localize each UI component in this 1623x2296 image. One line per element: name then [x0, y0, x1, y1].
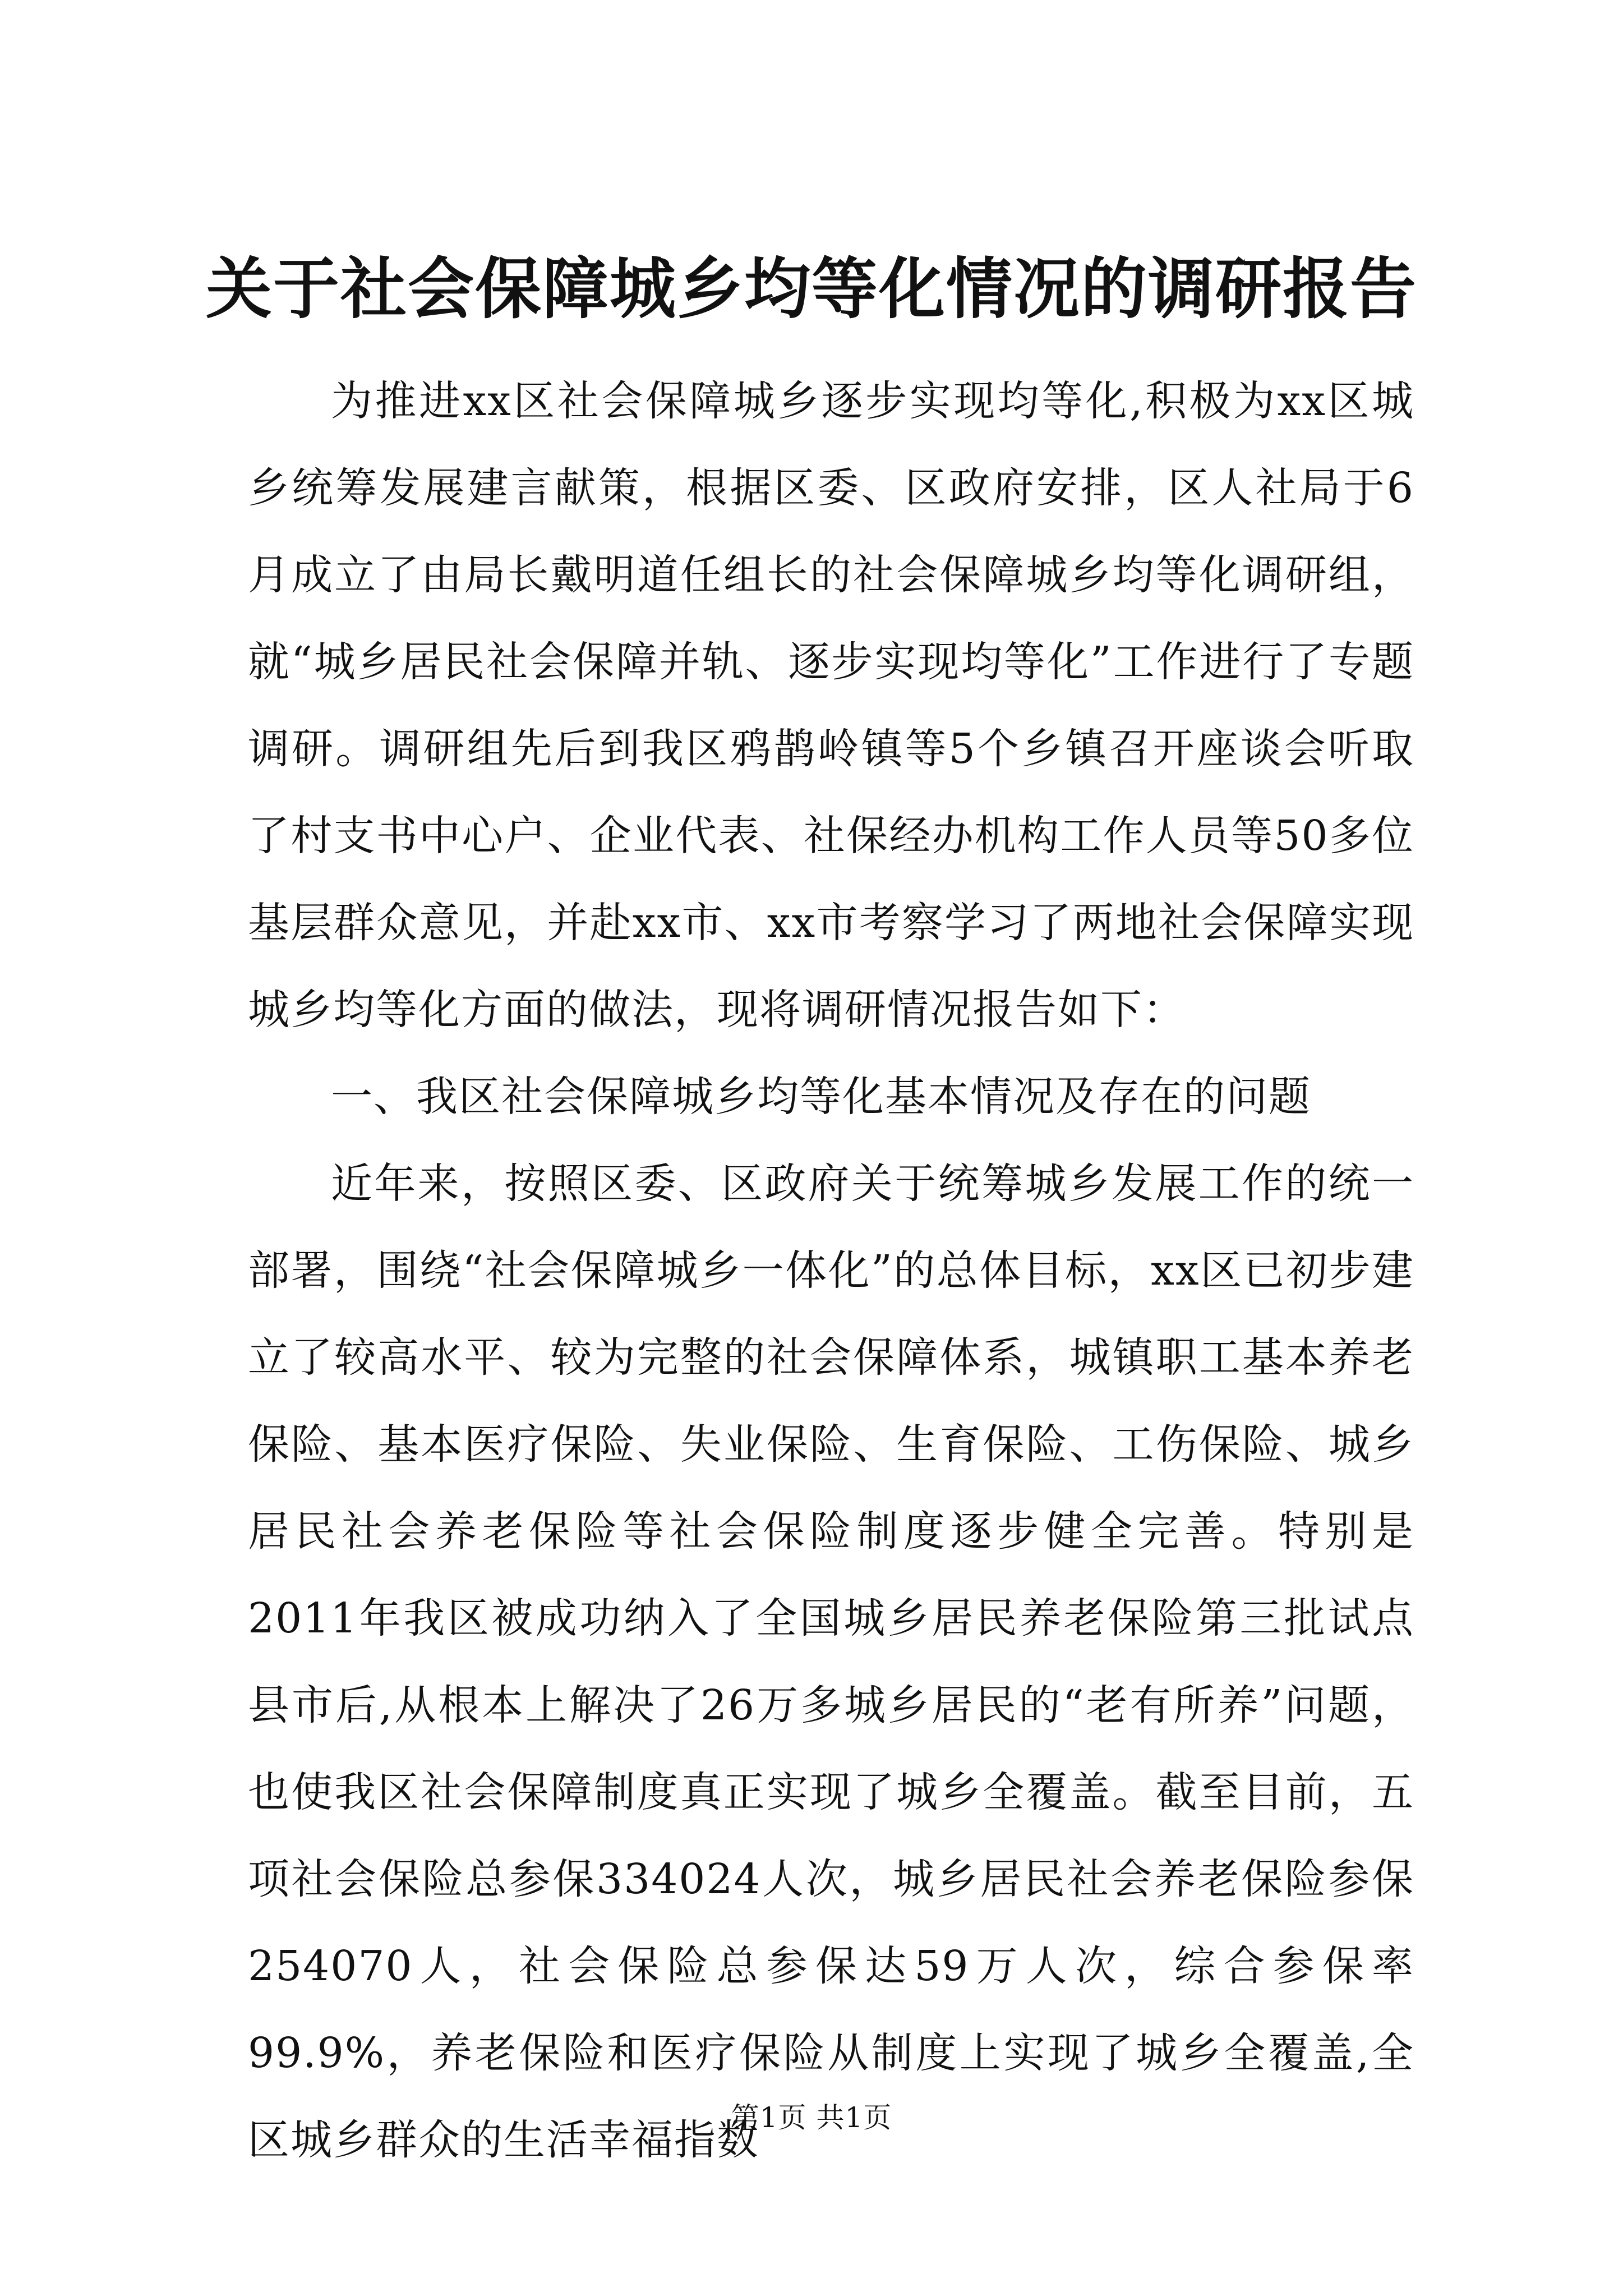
section-heading: 一、我区社会保障城乡均等化基本情况及存在的问题 — [331, 1073, 1311, 1121]
document-body — [248, 358, 1414, 2184]
intro-paragraph: 为推进xx区社会保障城乡逐步实现均等化,积极为xx区城乡统筹发展建言献策，根据区委、区政府安排，区人社局于6月成立了由局长戴明道任组长的社会保障城乡均等化调研组，就“城乡居民社会保障并轨、逐步实现均等化”工作进行了专题调研。调研组先后到我区鸦鹊岭镇等5个乡镇召开座谈会听取了村支书中心户、企业代表、社保经办机构工作人员等50多位基层群众意见，并赴xx市、xx市考察学习了两地社会保障实现城乡均等化方面的做法，现将调研情况报告如下： — [248, 377, 1414, 1034]
document-title: 关于社会保障城乡均等化情况的调研报告 — [205, 250, 1417, 328]
page-number-footer: 第1页 共1页 — [731, 2101, 892, 2134]
body-paragraph: 近年来，按照区委、区政府关于统筹城乡发展工作的统一部署，围绕“社会保障城乡一体化”的总体目标，xx区已初步建立了较高水平、较为完整的社会保障体系，城镇职工基本养老保险、基本医疗保险、失业保险、生育保险、工伤保险、城乡居民社会养老保险等社会保险制度逐步健全完善。特别是2011年我区被成功纳入了全国城乡居民养老保险第三批试点县市后,从根本上解决了26万多城乡居民的“老有所养”问题，也使我区社会保障制度真正实现了城乡全覆盖。截至目前，五项社会保险总参保334024人次，城乡居民社会养老保险参保254070人，社会保险总参保达59万人次，综合参保率99.9%，养老保险和医疗保险从制度上实现了城乡全覆盖,全区城乡群众的生活幸福指数 — [248, 1159, 1414, 2164]
